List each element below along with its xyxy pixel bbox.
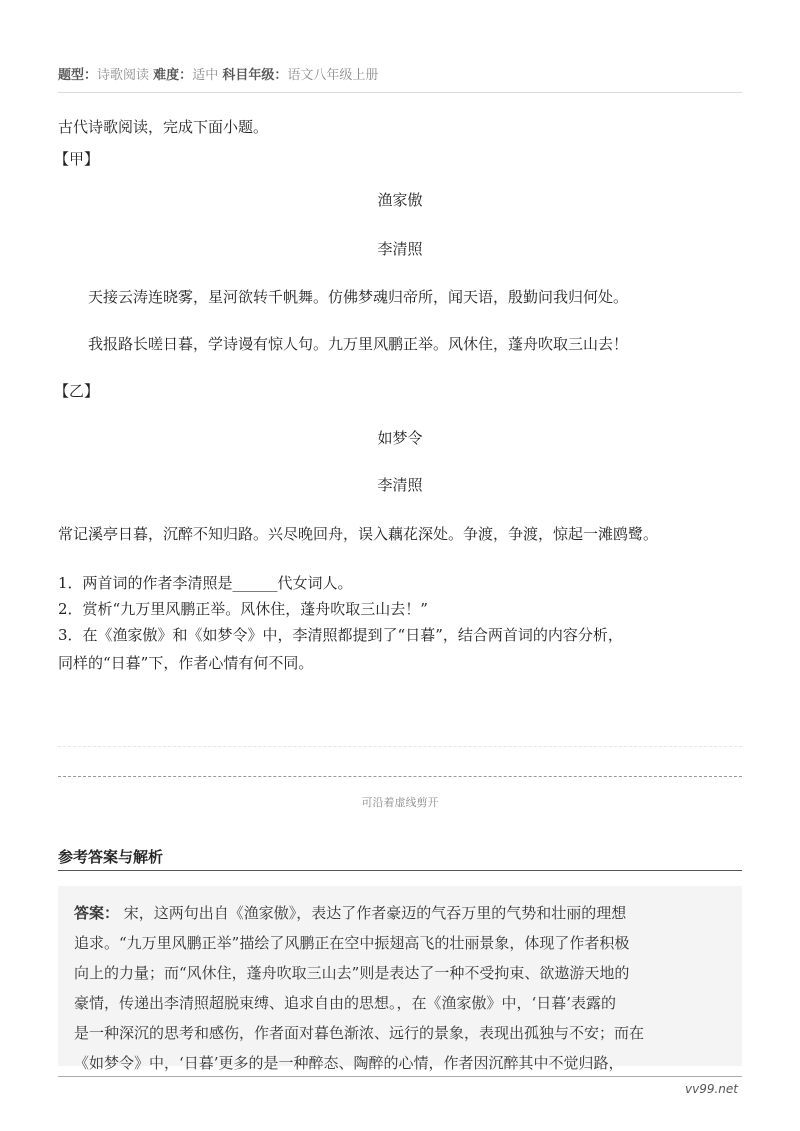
answer-line-5: 是一种深沉的思考和感伤，作者面对暮色渐浓、远行的景象，表现出孤独与不安；而在	[74, 1024, 645, 1042]
answer-line-6: 《如梦令》中，‘日暮’更多的是一种醉态、陶醉的心情，作者因沉醉其中不觉归路，	[74, 1054, 624, 1072]
poem-a-line-1: 天接云涛连晓雾，星河欲转千帆舞。仿佛梦魂归帝所，闻天语，殷勤问我归何处。	[88, 288, 629, 306]
question-meta	[58, 64, 378, 83]
answer-line-4: 豪情，传递出李清照超脱束缚、追求自由的思想。，在《渔家傲》中，‘日暮’表露的	[74, 994, 617, 1012]
answer-line-2: 追求。“九万里风鹏正举”描绘了风鹏正在空中振翅高飞的壮丽景象，体现了作者积极	[74, 934, 630, 952]
faint-dashed-line	[58, 746, 742, 747]
answer-title-divider	[58, 870, 742, 871]
cut-dashed-line	[58, 776, 742, 777]
footer-site: vv99.net	[685, 1082, 738, 1096]
difficulty-label: 难度：	[153, 68, 193, 83]
poem-a-title: 渔家傲	[377, 191, 423, 209]
answer-line-3: 向上的力量；而“风休住，蓬舟吹取三山去”则是表达了一种不受拘束、欲遨游天地的	[74, 964, 630, 982]
subject-label: 科目年级：	[222, 68, 288, 83]
answer-label: 答案：	[74, 904, 120, 922]
footer-divider	[58, 1076, 742, 1077]
type-label: 题型：	[58, 68, 98, 83]
poem-b-author: 李清照	[377, 476, 423, 494]
cut-hint: 可沿着虚线剪开	[361, 796, 439, 809]
answer-line-1	[74, 898, 734, 928]
poem-a-line-2: 我报路长嗟日暮，学诗谩有惊人句。九万里风鹏正举。风休住，蓬舟吹取三山去！	[88, 335, 629, 353]
poem-a-author: 李清照	[377, 240, 423, 258]
poem-b-title: 如梦令	[377, 429, 423, 447]
subject-value: 语文八年级上册	[287, 68, 379, 83]
difficulty-value: 适中	[192, 68, 219, 83]
question-3-continued: 同样的“日暮”下，作者心情有何不同。	[58, 654, 314, 672]
question-2: 2．赏析“九万里风鹏正举。风休住，蓬舟吹取三山去！”	[58, 600, 428, 618]
answer-text	[74, 898, 734, 1078]
poem-b-line-1: 常记溪亭日暮，沉醉不知归路。兴尽晚回舟，误入藕花深处。争渡，争渡，惊起一滩鸥鹭。	[58, 525, 659, 543]
poem-a-marker: 【甲】	[54, 150, 100, 168]
question-1: 1．两首词的作者李清照是______代女词人。	[58, 574, 353, 592]
header-divider	[58, 92, 742, 93]
intro-text: 古代诗歌阅读，完成下面小题。	[58, 118, 269, 136]
answer-line-1-text: 宋，这两句出自《渔家傲》，表达了作者豪迈的气吞万里的气势和壮丽的理想	[119, 904, 627, 922]
question-3: 3．在《渔家傲》和《如梦令》中，李清照都提到了“日暮”，结合两首词的内容分析，	[58, 626, 623, 644]
answer-section-title: 参考答案与解析	[58, 848, 164, 866]
poem-b-marker: 【乙】	[54, 382, 100, 400]
type-value: 诗歌阅读	[97, 68, 150, 83]
